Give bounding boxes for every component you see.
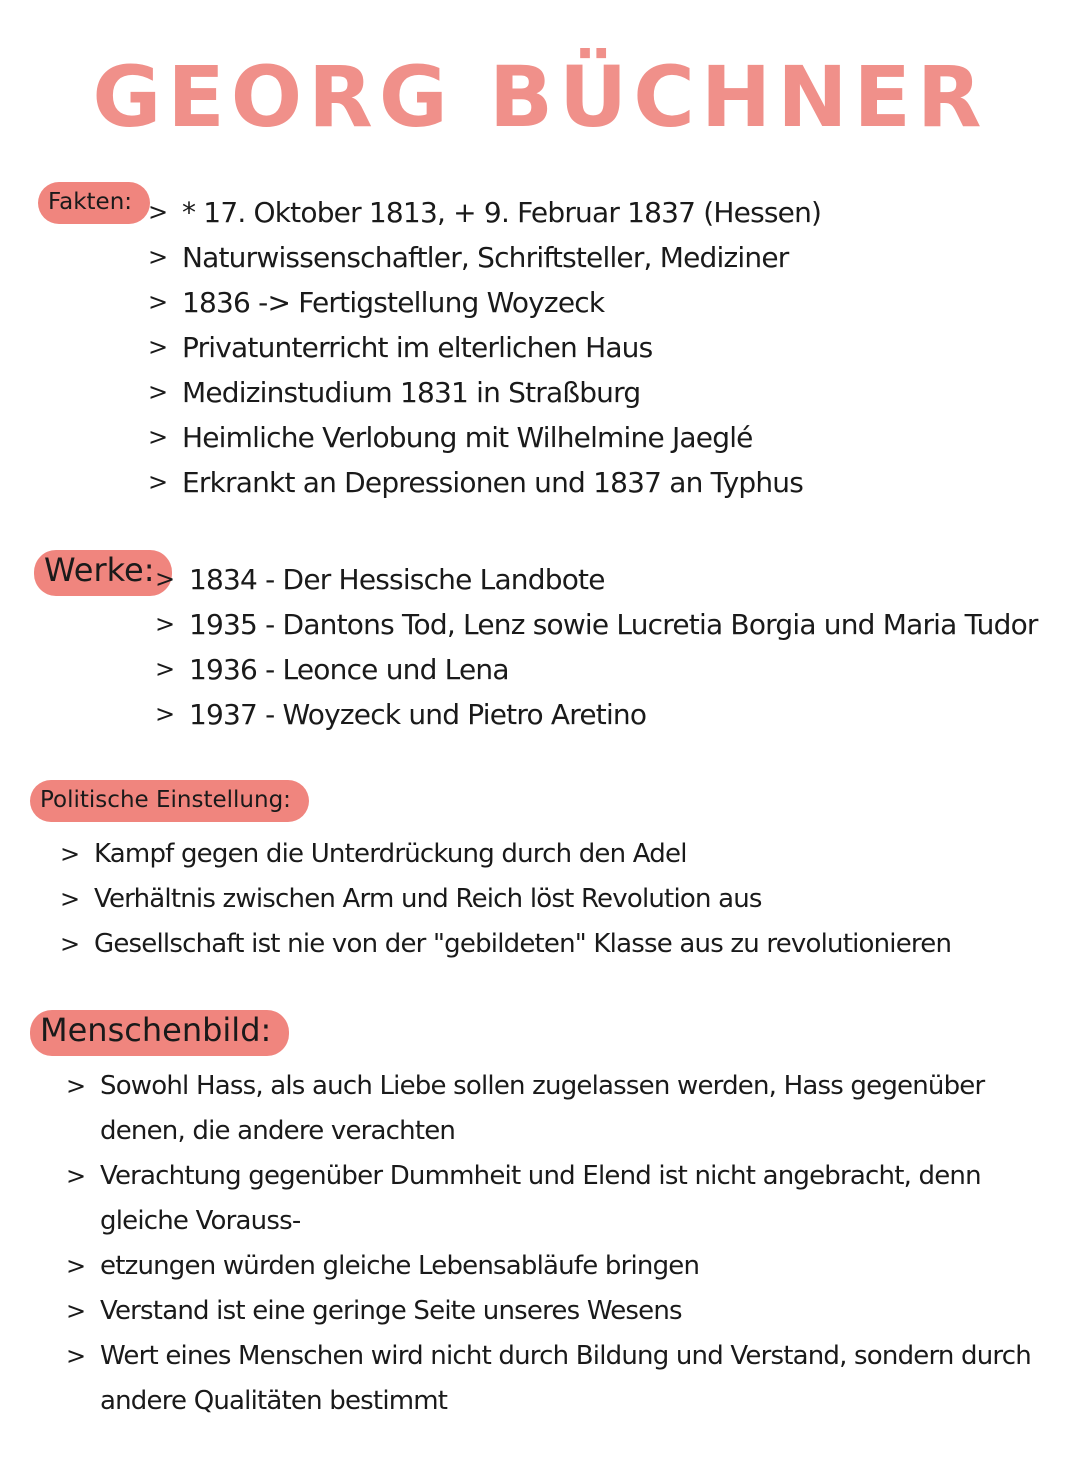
list-item: > Gesellschaft ist nie von der "gebildeten" Klasse aus zu revolutionieren	[60, 922, 951, 967]
list-item: > * 17. Oktober 1813, + 9. Februar 1837 (Hessen)	[148, 190, 821, 235]
bullet-arrow-icon: >	[66, 1297, 86, 1325]
politik-list	[60, 832, 951, 967]
list-item: > Verhältnis zwischen Arm und Reich löst Revolution aus	[60, 877, 951, 922]
bullet-arrow-icon: >	[60, 840, 80, 868]
bullet-arrow-icon: >	[155, 565, 175, 593]
list-item: > Kampf gegen die Unterdrückung durch den Adel	[60, 832, 951, 877]
bullet-arrow-icon: >	[148, 378, 168, 406]
fakten-list	[148, 190, 821, 505]
bullet-arrow-icon: >	[148, 468, 168, 496]
list-item: > 1834 - Der Hessische Landbote	[155, 557, 1038, 602]
list-item: > etzungen würden gleiche Lebensabläufe bringen	[66, 1244, 1056, 1289]
bullet-arrow-icon: >	[66, 1162, 86, 1190]
list-item: > Wert eines Menschen wird nicht durch Bildung und Verstand, sondern durch andere Qualitäten bestimmt	[66, 1334, 1056, 1424]
list-item: > 1935 - Dantons Tod, Lenz sowie Lucretia Borgia und Maria Tudor	[155, 602, 1038, 647]
bullet-arrow-icon: >	[148, 198, 168, 226]
page-title: GEORG BÜCHNER	[92, 48, 988, 146]
bullet-arrow-icon: >	[66, 1072, 86, 1100]
werke-list	[155, 557, 1038, 737]
bullet-arrow-icon: >	[60, 885, 80, 913]
menschenbild-list	[66, 1064, 1056, 1424]
list-item: > Verachtung gegenüber Dummheit und Elend ist nicht angebracht, denn gleiche Vorauss-	[66, 1154, 1056, 1244]
section-label-politik	[30, 780, 309, 822]
list-item: > Verstand ist eine geringe Seite unseres Wesens	[66, 1289, 1056, 1334]
list-item: > Erkrankt an Depressionen und 1837 an Typhus	[148, 460, 821, 505]
section-label-text: Menschenbild:	[40, 1011, 272, 1049]
bullet-arrow-icon: >	[148, 423, 168, 451]
bullet-arrow-icon: >	[66, 1342, 86, 1370]
list-item: > 1937 - Woyzeck und Pietro Aretino	[155, 692, 1038, 737]
list-item: > Privatunterricht im elterlichen Haus	[148, 325, 821, 370]
list-item: > Medizinstudium 1831 in Straßburg	[148, 370, 821, 415]
section-label-fakten	[38, 182, 150, 224]
bullet-arrow-icon: >	[155, 610, 175, 638]
section-label-werke	[34, 550, 172, 596]
bullet-arrow-icon: >	[148, 333, 168, 361]
section-label-text: Politische Einstellung:	[40, 787, 291, 813]
bullet-arrow-icon: >	[60, 930, 80, 958]
section-label-text: Werke:	[44, 551, 155, 589]
list-item: > 1936 - Leonce und Lena	[155, 647, 1038, 692]
bullet-arrow-icon: >	[148, 243, 168, 271]
section-label-menschenbild	[30, 1010, 289, 1056]
bullet-arrow-icon: >	[148, 288, 168, 316]
bullet-arrow-icon: >	[155, 655, 175, 683]
bullet-arrow-icon: >	[66, 1252, 86, 1280]
list-item: > Naturwissenschaftler, Schriftsteller, Mediziner	[148, 235, 821, 280]
bullet-arrow-icon: >	[155, 700, 175, 728]
list-item: > Heimliche Verlobung mit Wilhelmine Jaeglé	[148, 415, 821, 460]
section-label-text: Fakten:	[48, 189, 133, 215]
list-item: > 1836 -> Fertigstellung Woyzeck	[148, 280, 821, 325]
list-item: > Sowohl Hass, als auch Liebe sollen zugelassen werden, Hass gegenüber denen, die andere verachten	[66, 1064, 1056, 1154]
